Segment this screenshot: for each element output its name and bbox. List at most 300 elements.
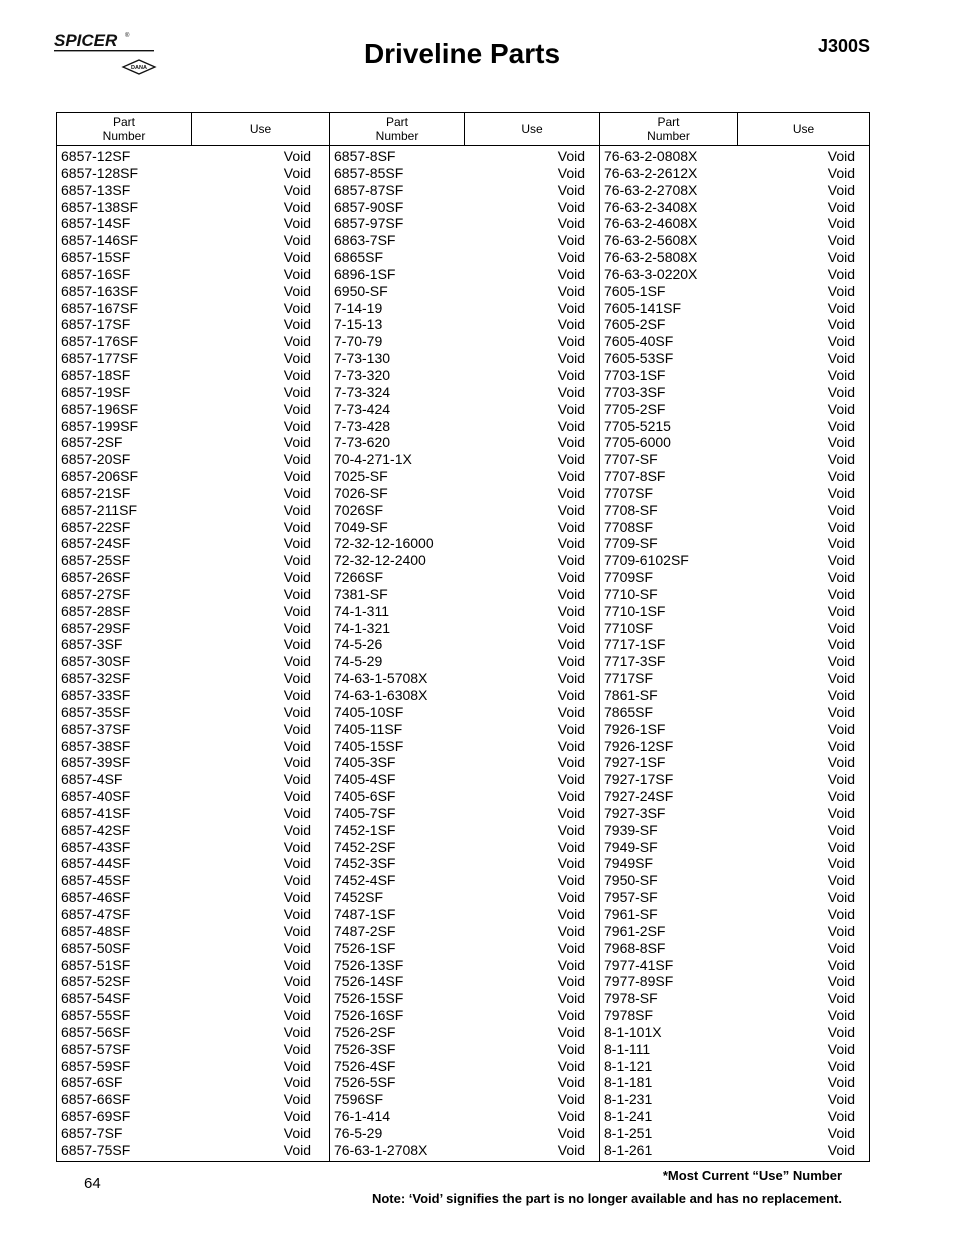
use-cell: Void — [283, 838, 311, 855]
use-cell: Void — [827, 771, 855, 788]
use-cell: Void — [827, 602, 855, 619]
table-row — [600, 923, 869, 940]
part-number-cell: 7978SF — [604, 1007, 654, 1024]
part-number-cell: 6857-163SF — [61, 282, 139, 299]
use-cell: Void — [827, 299, 855, 316]
part-number-cell: 8-1-241 — [604, 1108, 653, 1125]
table-row — [600, 283, 869, 300]
part-number-cell: 6857-21SF — [61, 484, 131, 501]
part-number-cell: 6857-75SF — [61, 1141, 131, 1158]
use-cell: Void — [283, 771, 311, 788]
part-number-cell: 7926-12SF — [604, 737, 674, 754]
use-cell: Void — [283, 602, 311, 619]
table-row — [600, 249, 869, 266]
part-number-cell: 6857-50SF — [61, 939, 131, 956]
use-cell: Void — [827, 872, 855, 889]
use-cell: Void — [557, 737, 585, 754]
use-cell: Void — [557, 164, 585, 181]
table-row — [600, 199, 869, 216]
table-row — [57, 1125, 329, 1142]
use-cell: Void — [827, 417, 855, 434]
part-number-cell: 7526-13SF — [334, 956, 404, 973]
use-cell: Void — [827, 788, 855, 805]
use-cell: Void — [827, 1141, 855, 1158]
part-number-cell: 76-63-2-5608X — [604, 232, 698, 249]
table-row — [600, 906, 869, 923]
part-number-cell: 6857-85SF — [334, 164, 404, 181]
use-cell: Void — [283, 299, 311, 316]
use-cell: Void — [827, 434, 855, 451]
table-row — [330, 839, 599, 856]
header-part-number: Part Number — [57, 113, 192, 145]
table-row — [330, 1041, 599, 1058]
part-number-cell: 7707-8SF — [604, 468, 666, 485]
part-number-cell: 6857-46SF — [61, 889, 131, 906]
table-row — [57, 148, 329, 165]
table-row — [57, 603, 329, 620]
use-cell: Void — [557, 939, 585, 956]
use-cell: Void — [827, 333, 855, 350]
table-row — [330, 1007, 599, 1024]
table-row — [330, 249, 599, 266]
use-cell: Void — [557, 181, 585, 198]
part-number-cell: 7-73-424 — [334, 400, 391, 417]
table-row — [330, 957, 599, 974]
use-cell: Void — [283, 232, 311, 249]
table-row — [330, 653, 599, 670]
use-cell: Void — [557, 905, 585, 922]
header-use: Use — [249, 122, 272, 136]
part-number-cell: 7978-SF — [604, 990, 658, 1007]
table-row — [330, 535, 599, 552]
table-row — [57, 1108, 329, 1125]
part-number-cell: 6857-44SF — [61, 855, 131, 872]
table-row — [57, 721, 329, 738]
table-row — [600, 822, 869, 839]
use-cell: Void — [557, 788, 585, 805]
part-number-cell: 76-63-1-2708X — [334, 1141, 428, 1158]
part-number-cell: 76-63-2-3408X — [604, 198, 698, 215]
part-number-cell: 7708-SF — [604, 501, 658, 518]
part-number-cell: 6857-87SF — [334, 181, 404, 198]
table-row — [57, 468, 329, 485]
header-use: Use — [792, 122, 815, 136]
part-number-cell: 7961-SF — [604, 905, 658, 922]
part-number-cell: 7405-15SF — [334, 737, 404, 754]
part-number-cell: 74-5-29 — [334, 653, 383, 670]
part-number-cell: 6857-19SF — [61, 383, 131, 400]
use-cell: Void — [557, 670, 585, 687]
use-cell: Void — [827, 383, 855, 400]
table-row — [57, 1024, 329, 1041]
use-cell: Void — [557, 821, 585, 838]
use-cell: Void — [283, 973, 311, 990]
part-number-cell: 6857-29SF — [61, 619, 131, 636]
use-cell: Void — [827, 484, 855, 501]
table-row — [330, 468, 599, 485]
use-cell: Void — [283, 249, 311, 266]
table-row — [330, 906, 599, 923]
table-row — [57, 535, 329, 552]
part-number-cell: 6857-14SF — [61, 215, 131, 232]
part-number-cell: 7709SF — [604, 569, 654, 586]
use-cell: Void — [283, 417, 311, 434]
use-cell: Void — [557, 451, 585, 468]
table-row — [330, 1091, 599, 1108]
table-row — [330, 1024, 599, 1041]
use-cell: Void — [557, 1057, 585, 1074]
part-number-cell: 7452-4SF — [334, 872, 396, 889]
table-row — [330, 1125, 599, 1142]
use-cell: Void — [827, 350, 855, 367]
table-row — [330, 889, 599, 906]
part-number-cell: 7-73-620 — [334, 434, 391, 451]
part-number-cell: 7026-SF — [334, 484, 388, 501]
part-number-cell: 6863-7SF — [334, 232, 396, 249]
table-row — [600, 771, 869, 788]
part-number-cell: 7487-1SF — [334, 905, 396, 922]
use-cell: Void — [827, 1091, 855, 1108]
table-row — [330, 199, 599, 216]
table-row — [330, 788, 599, 805]
table-row — [57, 1091, 329, 1108]
use-cell: Void — [283, 569, 311, 586]
use-cell: Void — [827, 535, 855, 552]
use-cell: Void — [827, 400, 855, 417]
use-cell: Void — [557, 687, 585, 703]
table-row — [57, 199, 329, 216]
part-number-cell: 6857-18SF — [61, 366, 131, 383]
table-row — [330, 990, 599, 1007]
table-row — [600, 1108, 869, 1125]
use-cell: Void — [827, 754, 855, 771]
table-row — [57, 552, 329, 569]
part-number-cell: 6857-167SF — [61, 299, 139, 316]
part-number-cell: 7605-1SF — [604, 282, 666, 299]
part-number-cell: 7949-SF — [604, 838, 658, 855]
table-row — [600, 620, 869, 637]
table-column-group — [57, 113, 329, 1161]
table-header — [600, 113, 869, 146]
use-cell: Void — [283, 956, 311, 973]
use-cell: Void — [283, 855, 311, 872]
use-cell: Void — [827, 366, 855, 383]
table-row — [57, 316, 329, 333]
use-cell: Void — [557, 1124, 585, 1141]
use-cell: Void — [827, 1124, 855, 1141]
table-row — [330, 316, 599, 333]
table-row — [57, 889, 329, 906]
table-row — [57, 434, 329, 451]
part-number-cell: 7-73-130 — [334, 350, 391, 367]
use-cell: Void — [283, 215, 311, 232]
use-cell: Void — [283, 804, 311, 821]
table-row — [330, 738, 599, 755]
part-number-cell: 6857-15SF — [61, 249, 131, 266]
part-number-cell: 6857-56SF — [61, 1023, 131, 1040]
use-cell: Void — [283, 181, 311, 198]
table-row — [57, 855, 329, 872]
table-row — [330, 754, 599, 771]
use-cell: Void — [827, 855, 855, 872]
part-number-cell: 8-1-181 — [604, 1074, 653, 1091]
table-row — [57, 687, 329, 704]
table-row — [600, 367, 869, 384]
part-number-cell: 8-1-121 — [604, 1057, 653, 1074]
use-cell: Void — [827, 889, 855, 906]
part-number-cell: 7717-1SF — [604, 636, 666, 653]
part-number-cell: 76-5-29 — [334, 1124, 383, 1141]
part-number-cell: 72-32-12-2400 — [334, 552, 426, 569]
table-row — [57, 620, 329, 637]
dana-logo-text: DANA — [131, 65, 147, 71]
part-number-cell: 7865SF — [604, 703, 654, 720]
table-row — [330, 721, 599, 738]
table-row — [600, 957, 869, 974]
table-row — [330, 232, 599, 249]
table-column-group — [329, 113, 599, 1161]
use-cell: Void — [827, 552, 855, 569]
table-row — [57, 485, 329, 502]
table-row — [57, 586, 329, 603]
use-cell: Void — [827, 804, 855, 821]
use-cell: Void — [557, 1141, 585, 1158]
table-row — [330, 350, 599, 367]
part-number-cell: 7705-6000 — [604, 434, 671, 451]
table-column-group — [599, 113, 869, 1161]
use-cell: Void — [827, 687, 855, 703]
part-number-cell: 8-1-231 — [604, 1091, 653, 1108]
use-cell: Void — [283, 1091, 311, 1108]
table-row — [57, 670, 329, 687]
part-number-cell: 6857-177SF — [61, 350, 139, 367]
part-number-cell: 6857-30SF — [61, 653, 131, 670]
table-row — [57, 822, 329, 839]
part-number-cell: 7961-2SF — [604, 922, 666, 939]
use-cell: Void — [557, 265, 585, 282]
part-number-cell: 74-1-321 — [334, 619, 391, 636]
table-row — [57, 872, 329, 889]
use-cell: Void — [827, 282, 855, 299]
part-number-cell: 7452-3SF — [334, 855, 396, 872]
part-number-cell: 6857-176SF — [61, 333, 139, 350]
use-cell: Void — [283, 990, 311, 1007]
part-number-cell: 6857-26SF — [61, 569, 131, 586]
use-cell: Void — [557, 552, 585, 569]
table-row — [330, 855, 599, 872]
table-row — [330, 1058, 599, 1075]
table-row — [57, 653, 329, 670]
svg-text:®: ® — [125, 33, 130, 39]
use-cell: Void — [283, 1124, 311, 1141]
table-row — [57, 300, 329, 317]
part-number-cell: 74-1-311 — [334, 602, 390, 619]
table-row — [330, 1108, 599, 1125]
part-number-cell: 74-5-26 — [334, 636, 383, 653]
use-cell: Void — [557, 973, 585, 990]
part-number-cell: 6865SF — [334, 249, 384, 266]
table-row — [330, 1142, 599, 1159]
part-number-cell: 7717SF — [604, 670, 654, 687]
use-cell: Void — [283, 872, 311, 889]
part-number-cell: 6857-43SF — [61, 838, 131, 855]
part-number-cell: 6857-211SF — [61, 501, 138, 518]
table-row — [600, 182, 869, 199]
use-cell: Void — [557, 569, 585, 586]
use-cell: Void — [283, 670, 311, 687]
part-number-cell: 8-1-101X — [604, 1023, 662, 1040]
part-number-cell: 7705-2SF — [604, 400, 666, 417]
part-number-cell: 6857-42SF — [61, 821, 131, 838]
table-row — [57, 1142, 329, 1159]
table-row — [600, 738, 869, 755]
use-cell: Void — [827, 821, 855, 838]
table-row — [330, 620, 599, 637]
use-cell: Void — [557, 771, 585, 788]
table-row — [330, 569, 599, 586]
part-number-cell: 76-63-2-5808X — [604, 249, 698, 266]
table-row — [57, 384, 329, 401]
use-cell: Void — [557, 585, 585, 602]
part-number-cell: 74-63-1-6308X — [334, 687, 428, 703]
table-row — [57, 367, 329, 384]
table-row — [57, 283, 329, 300]
part-number-cell: 6857-25SF — [61, 552, 131, 569]
use-cell: Void — [557, 703, 585, 720]
part-number-cell: 6857-196SF — [61, 400, 139, 417]
part-number-cell: 7968-8SF — [604, 939, 666, 956]
table-row — [600, 300, 869, 317]
table-row — [600, 333, 869, 350]
table-row — [600, 502, 869, 519]
part-number-cell: 7703-1SF — [604, 366, 666, 383]
use-cell: Void — [827, 148, 855, 164]
part-number-cell: 7709-SF — [604, 535, 658, 552]
page-number: 64 — [84, 1175, 101, 1192]
use-cell: Void — [283, 350, 311, 367]
table-row — [57, 1074, 329, 1091]
table-row — [600, 535, 869, 552]
part-number-cell: 6857-13SF — [61, 181, 131, 198]
table-row — [330, 771, 599, 788]
table-row — [600, 468, 869, 485]
table-row — [330, 300, 599, 317]
table-row — [600, 721, 869, 738]
use-cell: Void — [557, 754, 585, 771]
use-cell: Void — [283, 535, 311, 552]
part-number-cell: 7405-6SF — [334, 788, 396, 805]
use-cell: Void — [557, 468, 585, 485]
table-row — [330, 519, 599, 536]
use-cell: Void — [283, 198, 311, 215]
part-number-cell: 7526-2SF — [334, 1023, 396, 1040]
part-number-cell: 7927-3SF — [604, 804, 666, 821]
use-cell: Void — [557, 148, 585, 164]
use-cell: Void — [283, 383, 311, 400]
part-number-cell: 6857-48SF — [61, 922, 131, 939]
part-number-cell: 7710-1SF — [604, 602, 666, 619]
part-number-cell: 7526-14SF — [334, 973, 404, 990]
table-row — [330, 283, 599, 300]
part-number-cell: 6857-17SF — [61, 316, 131, 333]
spicer-logo-text: SPICER — [54, 31, 118, 50]
use-cell: Void — [557, 232, 585, 249]
use-cell: Void — [827, 670, 855, 687]
part-number-cell: 6857-27SF — [61, 585, 131, 602]
part-number-cell: 7526-4SF — [334, 1057, 396, 1074]
table-row — [600, 418, 869, 435]
use-cell: Void — [557, 282, 585, 299]
header-part-number: Part Number — [330, 113, 465, 145]
table-row — [330, 940, 599, 957]
part-number-cell: 6857-206SF — [61, 468, 139, 485]
table-row — [600, 1142, 869, 1159]
part-number-cell: 76-63-2-4608X — [604, 215, 698, 232]
use-cell: Void — [827, 518, 855, 535]
part-number-cell: 7487-2SF — [334, 922, 396, 939]
table-row — [600, 266, 869, 283]
use-cell: Void — [283, 922, 311, 939]
table-row — [600, 215, 869, 232]
use-cell: Void — [557, 333, 585, 350]
part-number-cell: 6857-97SF — [334, 215, 404, 232]
table-row — [57, 418, 329, 435]
part-number-cell: 7927-17SF — [604, 771, 674, 788]
part-number-cell: 7526-15SF — [334, 990, 404, 1007]
part-number-cell: 7405-4SF — [334, 771, 396, 788]
part-number-cell: 6857-32SF — [61, 670, 131, 687]
use-cell: Void — [827, 1057, 855, 1074]
use-cell: Void — [557, 956, 585, 973]
table-row — [57, 165, 329, 182]
parts-table — [56, 112, 870, 1162]
use-cell: Void — [557, 922, 585, 939]
part-number-cell: 7452-1SF — [334, 821, 396, 838]
use-cell: Void — [557, 366, 585, 383]
table-row — [600, 586, 869, 603]
footnote-current-use: *Most Current “Use” Number — [662, 1168, 842, 1183]
part-number-cell: 72-32-12-16000 — [334, 535, 434, 552]
table-row — [330, 822, 599, 839]
table-row — [600, 754, 869, 771]
part-number-cell: 7605-141SF — [604, 299, 682, 316]
use-cell: Void — [557, 518, 585, 535]
part-number-cell: 76-63-2-0808X — [604, 148, 698, 164]
use-cell: Void — [827, 198, 855, 215]
part-number-cell: 6857-90SF — [334, 198, 404, 215]
part-number-cell: 8-1-111 — [604, 1040, 651, 1057]
part-number-cell: 7526-5SF — [334, 1074, 396, 1091]
part-number-cell: 6896-1SF — [334, 265, 396, 282]
use-cell: Void — [283, 164, 311, 181]
use-cell: Void — [283, 501, 311, 518]
part-number-cell: 7596SF — [334, 1091, 384, 1108]
table-row — [57, 771, 329, 788]
use-cell: Void — [827, 956, 855, 973]
part-number-cell: 6857-3SF — [61, 636, 123, 653]
use-cell: Void — [827, 905, 855, 922]
use-cell: Void — [283, 400, 311, 417]
table-row — [57, 923, 329, 940]
part-number-cell: 7526-1SF — [334, 939, 396, 956]
table-row — [330, 636, 599, 653]
table-row — [600, 788, 869, 805]
table-row — [600, 670, 869, 687]
part-number-cell: 7405-3SF — [334, 754, 396, 771]
table-row — [600, 872, 869, 889]
part-number-cell: 7526-3SF — [334, 1040, 396, 1057]
use-cell: Void — [283, 1141, 311, 1158]
